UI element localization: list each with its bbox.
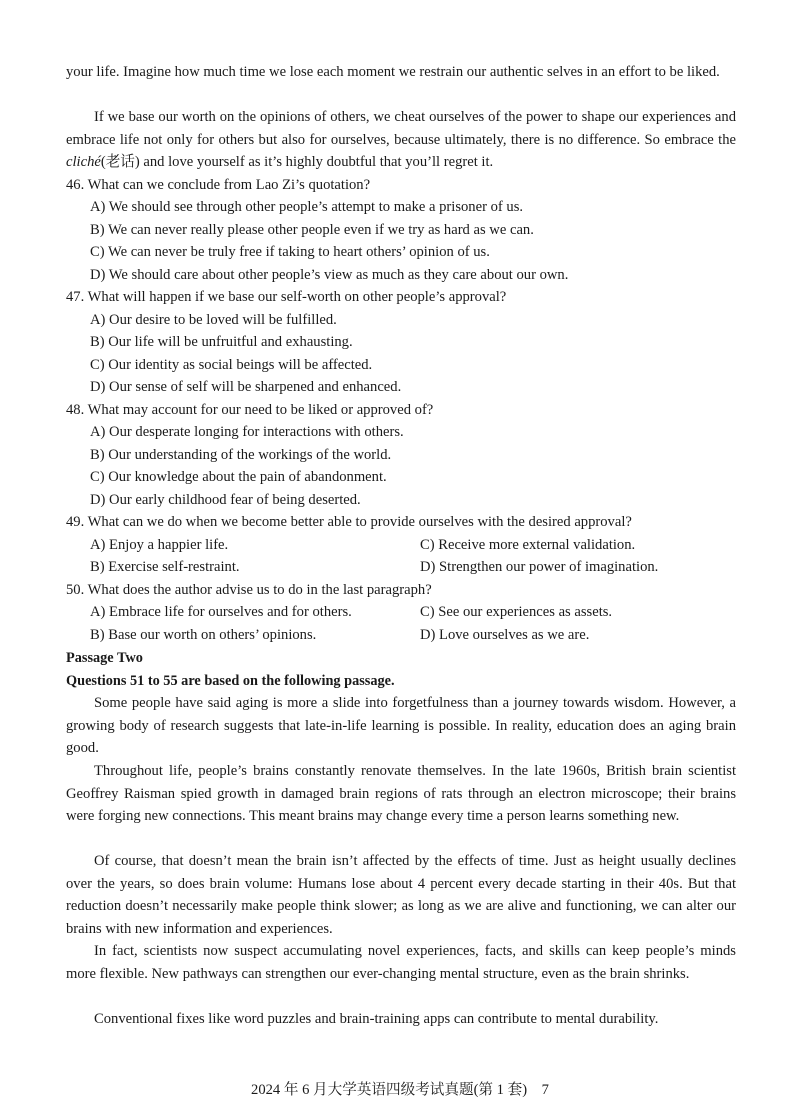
paragraph-text: (老话) and love yourself as it’s highly doubtful that you’ll regret it.: [100, 154, 494, 170]
option-47-b[interactable]: B) Our life will be unfruitful and exhausting.: [90, 334, 353, 350]
passage2-paragraph-4: In fact, scientists now suspect accumulating novel experiences, facts, and skills can keep people’s minds more flexible. New pathways can strengthen our ever-changing mental structure, even as the brain shrinks.: [66, 943, 736, 982]
passage1-last-paragraph: [66, 106, 736, 174]
option-49-b[interactable]: B) Exercise self-restraint.: [90, 559, 240, 575]
option-48-d[interactable]: D) Our early childhood fear of being deserted.: [90, 492, 361, 508]
question-47: 47. What will happen if we base our self-worth on other people’s approval?: [66, 289, 507, 305]
option-49-c[interactable]: C) Receive more external validation.: [420, 537, 636, 553]
option-47-a[interactable]: A) Our desire to be loved will be fulfilled.: [90, 312, 337, 328]
option-46-d[interactable]: D) We should care about other people’s view as much as they care about our own.: [90, 267, 569, 283]
question-46: 46. What can we conclude from Lao Zi’s quotation?: [66, 177, 371, 193]
option-48-a[interactable]: A) Our desperate longing for interactions with others.: [90, 424, 404, 440]
passage-title: Passage Two: [66, 650, 143, 666]
passage2-paragraph-2: Throughout life, people’s brains constantly renovate themselves. In the late 1960s, British brain scientist Geoffrey Raisman spied growth in damaged brain regions of rats through an electron microscope; their brains were forging new connections. This meant brains may change every time a person learns something new.: [66, 763, 736, 824]
option-50-c[interactable]: C) See our experiences as assets.: [420, 604, 613, 620]
option-47-c[interactable]: C) Our identity as social beings will be affected.: [90, 357, 373, 373]
option-48-c[interactable]: C) Our knowledge about the pain of abandonment.: [90, 469, 387, 485]
passage2-paragraph-5: Conventional fixes like word puzzles and brain-training apps can contribute to mental durability.: [94, 1011, 659, 1027]
passage2-paragraph-1: Some people have said aging is more a slide into forgetfulness than a journey towards wisdom. However, a growing body of research suggests that late-in-life learning is possible. In reality, education does an aging brain good.: [66, 695, 736, 756]
page-footer: 2024 年 6 月大学英语四级考试真题(第 1 套) 7: [251, 1082, 549, 1098]
question-49: 49. What can we do when we become better able to provide ourselves with the desired approval?: [66, 514, 632, 530]
question-48: 48. What may account for our need to be liked or approved of?: [66, 402, 434, 418]
passage1-tail-paragraph: [66, 61, 736, 84]
passage2-paragraph-3: Of course, that doesn’t mean the brain isn’t affected by the effects of time. Just as height usually declines over the years, so does brain volume: Humans lose about 4 percent every decade starting in their 40s. But that reduction doesn’t necessarily make people think slower; as long as we are alive and functioning, we can alter our brains with new information and experiences.: [66, 853, 736, 937]
option-49-a[interactable]: A) Enjoy a happier life.: [90, 537, 229, 553]
question-50: 50. What does the author advise us to do in the last paragraph?: [66, 582, 432, 598]
paragraph-text: If we base our worth on the opinions of others, we cheat ourselves of the power to shape our experiences and embrace life not only for others but also for ourselves, because ultimately, there is no difference. So embrace the: [66, 109, 736, 148]
option-49-d[interactable]: D) Strengthen our power of imagination.: [420, 559, 659, 575]
option-50-d[interactable]: D) Love ourselves as we are.: [420, 627, 590, 643]
option-46-b[interactable]: B) We can never really please other people even if we try as hard as we can.: [90, 222, 534, 238]
option-48-b[interactable]: B) Our understanding of the workings of the world.: [90, 447, 392, 463]
option-46-a[interactable]: A) We should see through other people’s attempt to make a prisoner of us.: [90, 199, 524, 215]
italic-term: cliché: [66, 154, 101, 170]
option-50-b[interactable]: B) Base our worth on others’ opinions.: [90, 627, 317, 643]
option-50-a[interactable]: A) Embrace life for ourselves and for others.: [90, 604, 352, 620]
option-46-c[interactable]: C) We can never be truly free if taking to heart others’ opinion of us.: [90, 244, 490, 260]
paragraph-text: your life. Imagine how much time we lose each moment we restrain our authentic selves in an effort to be liked.: [66, 64, 720, 80]
passage-instruction: Questions 51 to 55 are based on the following passage.: [66, 673, 395, 689]
option-47-d[interactable]: D) Our sense of self will be sharpened and enhanced.: [90, 379, 402, 395]
